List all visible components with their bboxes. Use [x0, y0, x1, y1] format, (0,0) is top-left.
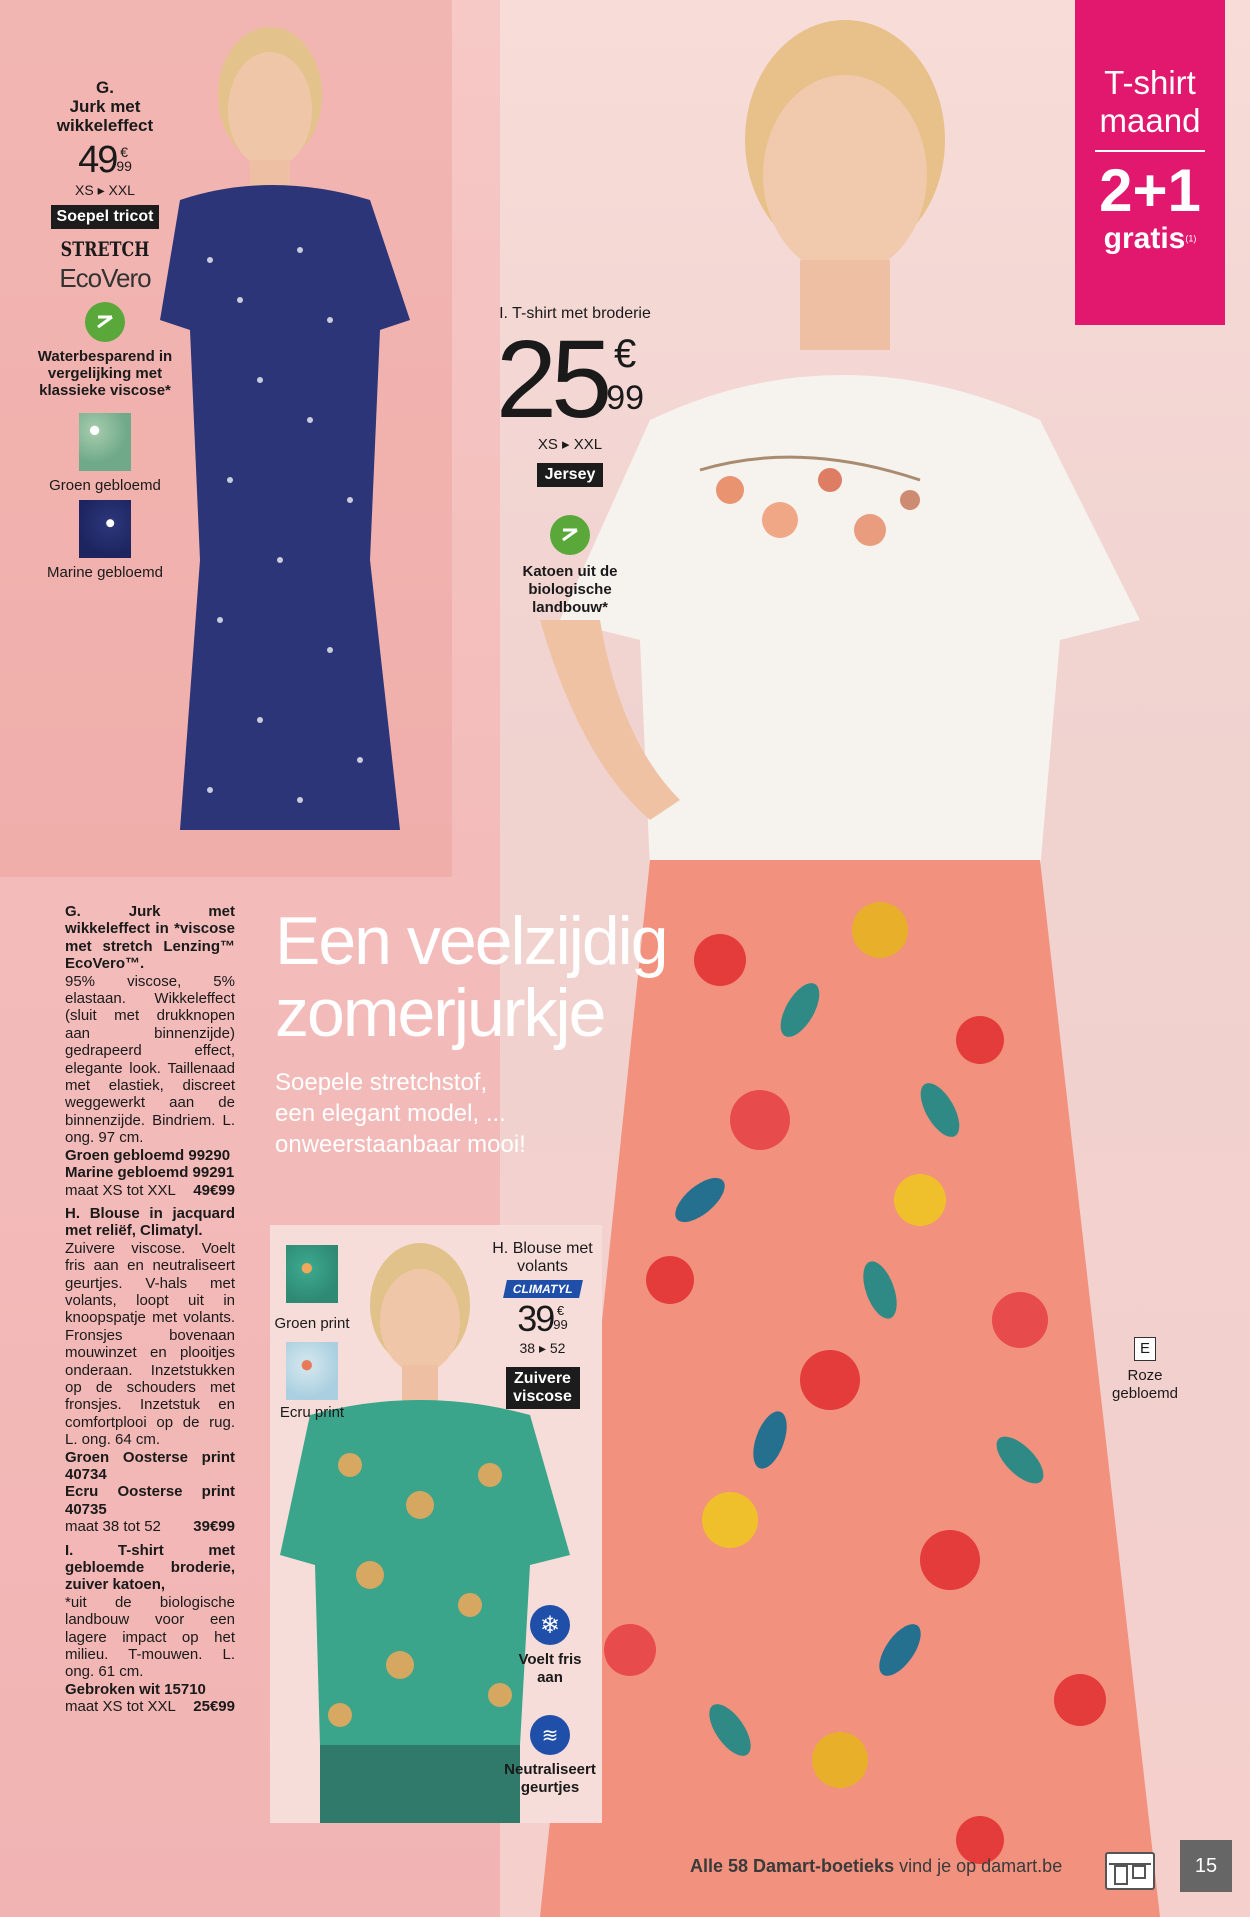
dress-price: 49 € 99 — [78, 139, 132, 181]
dress-sizes: XS ▸ XXL — [75, 182, 135, 198]
desc-i-title: I. T-shirt met gebloemde broderie, zuiver katoen, — [65, 1541, 235, 1594]
headline-line2: zomerjurkje — [275, 975, 605, 1051]
blouse-label-block — [490, 1240, 595, 1409]
desc-g-ref2: Marine gebloemd 99291 — [65, 1164, 235, 1182]
store-icon — [1105, 1852, 1155, 1890]
ecovero-logo: EcoVero — [59, 263, 151, 293]
desc-g-price: 49€99 — [193, 1181, 235, 1199]
neutral-text: Neutraliseert geurtjes — [504, 1761, 596, 1796]
headline-line1: Een veelzijdig — [275, 903, 667, 979]
swatch-green-floral — [79, 413, 131, 471]
skirt-label: Roze gebloemd — [1112, 1367, 1178, 1402]
swatch-navy-floral — [79, 500, 131, 558]
swatch-ecru-print-label: Ecru print — [279, 1404, 345, 1421]
water-text: Waterbesparend in vergelijking met klassieke viscose* — [37, 348, 173, 399]
desc-h-ref1: Groen Oosterse print 40734 — [65, 1448, 235, 1483]
snowflake-icon: ❄ — [530, 1605, 570, 1645]
desc-g-ref1: Groen gebloemd 99290 — [65, 1146, 231, 1164]
organic-eco-icon — [550, 515, 590, 555]
desc-i-body: *uit de biologische landbouw voor een lagere impact op het milieu. T-mouwen. L. ong. 61 cm. — [65, 1593, 235, 1681]
blouse-features — [500, 1605, 600, 1797]
tshirt-label: I. T-shirt met broderie — [499, 305, 651, 322]
desc-h-body: Zuivere viscose. Voelt fris aan en neutraliseert geurtjes. V-hals met volants, loopt uit in knoopspatje met volants. Fronsjes bovenaan mouwinzet en plooitjes onderaan. Inzetstukken op de schouders met fronsjes. Inzetstuk en comfortplooi op de rug. L. ong. 64 cm. — [65, 1239, 235, 1449]
organic-text: Katoen uit de biologische landbouw* — [522, 563, 618, 616]
dress-badge: Soepel tricot — [51, 205, 160, 229]
promo-note: (1) — [1185, 233, 1197, 244]
swatch-navy-label: Marine gebloemd — [47, 564, 163, 581]
desc-h-sizes: maat 38 tot 52 — [65, 1518, 161, 1536]
water-eco-icon — [85, 302, 125, 342]
desc-h-title: H. Blouse in jacquard met reliëf, Climatyl. — [65, 1204, 235, 1240]
skirt-label-block — [1100, 1337, 1190, 1403]
desc-i-sizes: maat XS tot XXL — [65, 1698, 176, 1716]
footer-text-rest: vind je op damart.be — [899, 1856, 1063, 1876]
desc-g-sizes: maat XS tot XXL — [65, 1181, 176, 1199]
tshirt-label-block — [480, 305, 660, 617]
headline-sub3: onweerstaanbaar mooi! — [275, 1131, 526, 1158]
headline-sub2: een elegant model, ... — [275, 1100, 506, 1127]
skirt-letter: E — [1134, 1337, 1156, 1361]
tshirt-price: 25 € 99 — [495, 318, 645, 441]
footer-text-bold: Alle 58 Damart-boetieks — [690, 1856, 895, 1876]
stretch-logo: STRETCH — [60, 237, 150, 261]
swatch-groen-print-label: Groen print — [274, 1315, 350, 1332]
blouse-price: 39 € 99 — [517, 1298, 568, 1339]
odor-neutral-icon: ≋ — [530, 1715, 570, 1755]
desc-h-price: 39€99 — [193, 1518, 235, 1536]
blouse-sizes: 38 ▸ 52 — [519, 1340, 566, 1356]
swatch-green-label: Groen gebloemd — [49, 477, 161, 494]
dress-label-block — [30, 78, 180, 581]
desc-h-ref2: Ecru Oosterse print 40735 — [65, 1483, 235, 1518]
climatyl-badge: CLIMATYL — [503, 1280, 583, 1298]
desc-i-price: 25€99 — [193, 1698, 235, 1716]
description-column — [65, 903, 235, 1716]
dress-label-letter: G. — [96, 78, 114, 97]
dress-label-text: Jurk met wikkeleffect — [56, 97, 154, 135]
footer-text — [690, 1856, 1062, 1877]
promo-line1: T-shirt — [1104, 64, 1196, 101]
headline-sub1: Soepele stretchstof, — [275, 1069, 488, 1096]
blouse-label: H. Blouse met volants — [492, 1240, 593, 1275]
swatch-ecru-print — [286, 1342, 338, 1400]
fresh-text: Voelt fris aan — [518, 1651, 582, 1686]
tshirt-sizes: XS ▸ XXL — [537, 436, 603, 453]
desc-g-title: G. Jurk met wikkeleffect in *viscose met stretch Lenzing™ EcoVero™. — [65, 903, 235, 973]
promo-box — [1075, 0, 1225, 325]
desc-i-ref1: Gebroken wit 15710 — [65, 1680, 206, 1698]
blouse-badge: Zuivere viscose — [506, 1367, 580, 1409]
blouse-swatches — [272, 1245, 352, 1421]
promo-gratis: gratis — [1103, 222, 1186, 255]
promo-big: 2+1 — [1099, 157, 1201, 224]
tshirt-badge: Jersey — [537, 463, 604, 487]
swatch-groen-print — [286, 1245, 338, 1303]
promo-divider — [1095, 150, 1205, 152]
headline-block — [275, 905, 775, 1160]
desc-g-body: 95% viscose, 5% elastaan. Wikkeleffect (sluit met drukknopen aan binnenzijde) gedrapeerd effect, elegante look. Taillenaad met elastiek, discreet weggewerkt aan de binnenzijde. Bindriem. L. ong. 97 cm. — [65, 972, 235, 1147]
page-number: 15 — [1180, 1840, 1232, 1892]
promo-line2: maand — [1099, 102, 1201, 139]
